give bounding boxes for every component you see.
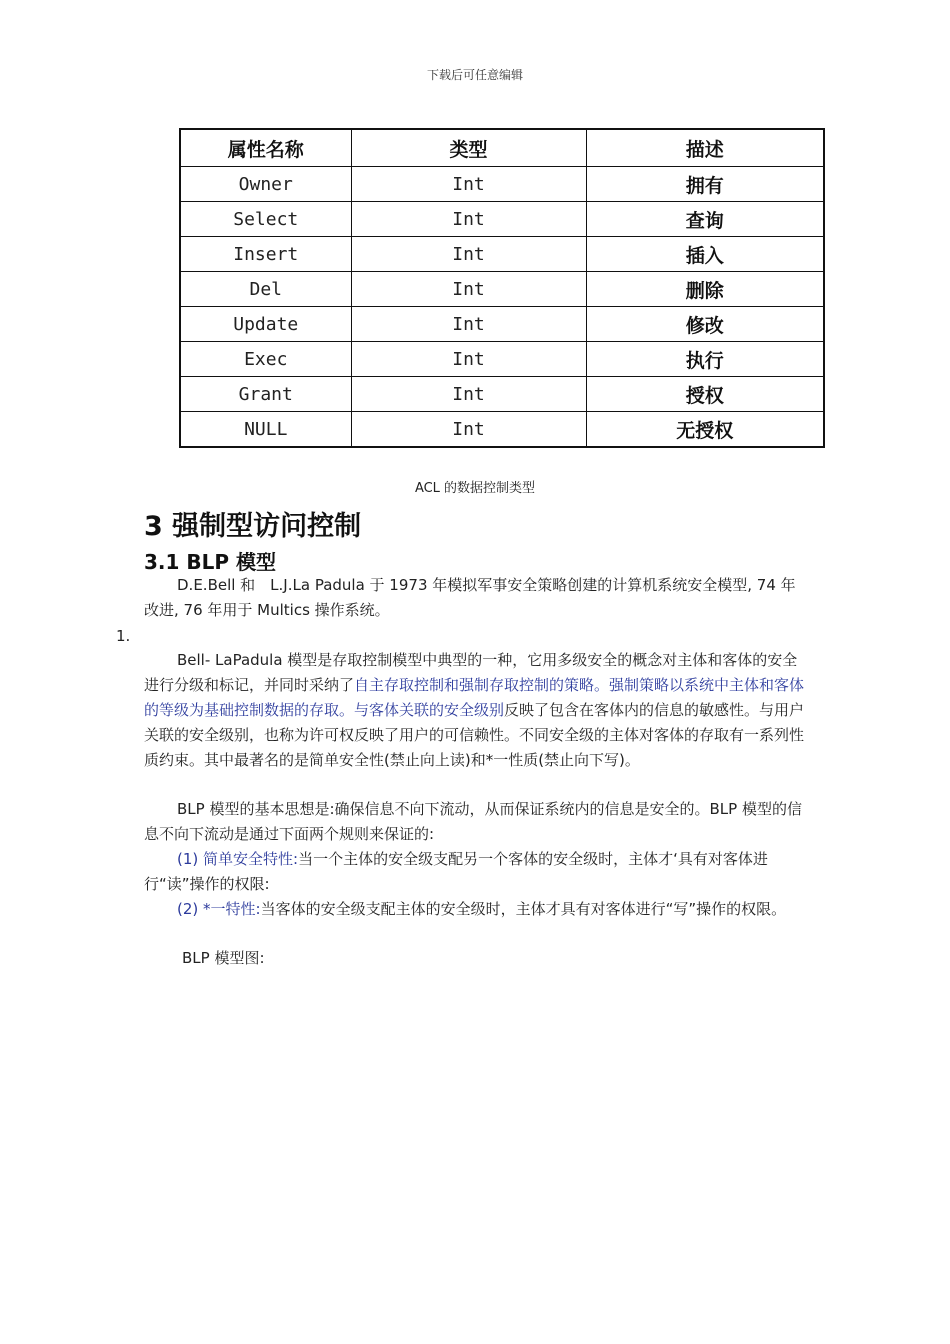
- table-cell-description: 查询: [586, 202, 824, 237]
- table-cell-name: Owner: [180, 167, 351, 202]
- column-header-type: 类型: [351, 129, 586, 167]
- table-cell-name: Del: [180, 272, 351, 307]
- table-row: [180, 307, 824, 342]
- table-cell-name: NULL: [180, 412, 351, 448]
- table-row: [180, 167, 824, 202]
- table-cell-type: Int: [351, 342, 586, 377]
- acl-table: [179, 128, 825, 448]
- table-row: [180, 377, 824, 412]
- paragraph-text: 反映了包含在客体内的信息的敏感性。与用户关联的安全级别，也称为许可权反映了用户的可信赖性。不同安全级的主体对客体的存取有一系列性质约束。其中最著名的是简单安全性(禁止向上读)和*一性质(禁止向下写)。: [144, 701, 805, 769]
- table-cell-type: Int: [351, 167, 586, 202]
- table-cell-type: Int: [351, 412, 586, 448]
- table-row: [180, 342, 824, 377]
- section-title: 3 强制型访问控制: [144, 511, 362, 542]
- table-cell-description: 删除: [586, 272, 824, 307]
- table-cell-name: Insert: [180, 237, 351, 272]
- highlighted-text: 自主存取控制和强制存取控制的策略。强制策略以系统中主体和客体的等级为基础控制数据的存取。与客体关联的安全级别: [144, 676, 805, 719]
- table-cell-type: Int: [351, 307, 586, 342]
- table-cell-name: Update: [180, 307, 351, 342]
- rule-simple-security: [144, 847, 806, 897]
- column-header-name: 属性名称: [180, 129, 351, 167]
- table-cell-description: 插入: [586, 237, 824, 272]
- paragraph-blp-description: [144, 648, 806, 773]
- table-cell-type: Int: [351, 272, 586, 307]
- rule-text: 当一个主体的安全级支配另一个客体的安全级时，主体才‘具有对客体进行“读”操作的权限:: [144, 850, 768, 893]
- paragraph-blp-origin: D.E.Bell 和 L.J.La Padula 于 1973 年模拟军事安全策略创建的计算机系统安全模型, 74 年改进, 76 年用于 Multics 操作系统。: [144, 576, 796, 619]
- table-row: [180, 237, 824, 272]
- table-row: [180, 272, 824, 307]
- list-number: 1.: [116, 627, 131, 645]
- table-row: [180, 412, 824, 448]
- table-cell-type: Int: [351, 202, 586, 237]
- paragraph-blp-figure-label: BLP 模型图:: [182, 949, 265, 967]
- table-cell-description: 拥有: [586, 167, 824, 202]
- table-cell-type: Int: [351, 377, 586, 412]
- table-cell-description: 授权: [586, 377, 824, 412]
- subsection-title: 3.1 BLP 模型: [144, 550, 277, 574]
- rule-label: (1) 简单安全特性:: [177, 850, 299, 868]
- paragraph-blp-idea: BLP 模型的基本思想是:确保信息不向下流动，从而保证系统内的信息是安全的。BLP 模型的信息不向下流动是通过下面两个规则来保证的:: [144, 800, 802, 843]
- table-cell-name: Exec: [180, 342, 351, 377]
- table-cell-name: Select: [180, 202, 351, 237]
- table-cell-name: Grant: [180, 377, 351, 412]
- rule-label: (2) *一特性:: [177, 900, 261, 918]
- table-cell-description: 修改: [586, 307, 824, 342]
- paragraph-text: Bell- LaPadula 模型是存取控制模型中典型的一种，它用多级安全的概念对主体和客体的安全进行分级和标记，并同时采纳了: [144, 651, 798, 694]
- rule-text: 当客体的安全级支配主体的安全级时，主体才具有对客体进行“写”操作的权限。: [260, 900, 787, 918]
- rule-star-property: [144, 897, 806, 922]
- table-caption: ACL 的数据控制类型: [414, 481, 536, 496]
- table-cell-description: 执行: [586, 342, 824, 377]
- table-cell-type: Int: [351, 237, 586, 272]
- table-header-row: [180, 129, 824, 167]
- table-cell-description: 无授权: [586, 412, 824, 448]
- column-header-description: 描述: [586, 129, 824, 167]
- page-header: 下载后可任意编辑: [426, 68, 523, 82]
- table-row: [180, 202, 824, 237]
